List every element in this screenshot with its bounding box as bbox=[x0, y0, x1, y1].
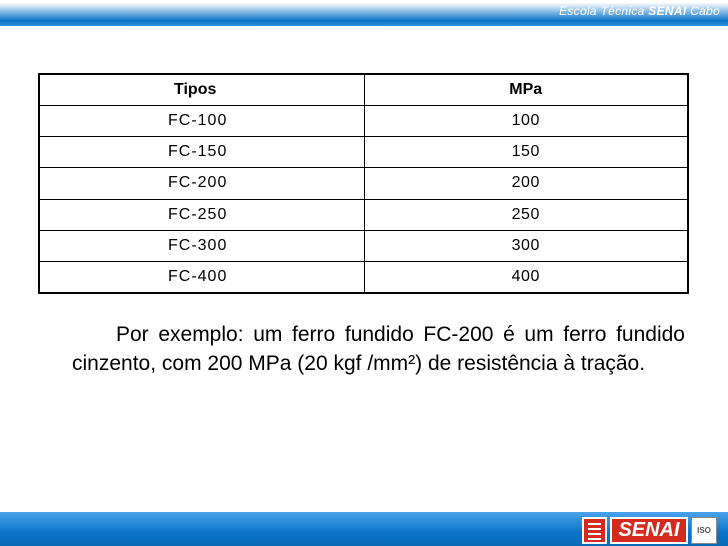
cell-mpa: 100 bbox=[364, 106, 687, 137]
cell-mpa: 400 bbox=[364, 261, 687, 292]
iso-badge-icon: ISO bbox=[691, 517, 717, 544]
cell-tipo: FC-150 bbox=[40, 137, 364, 168]
school-prefix: Escola Técnica bbox=[559, 4, 645, 18]
cell-tipo: FC-250 bbox=[40, 199, 364, 230]
table-row bbox=[40, 199, 687, 230]
column-header-mpa: MPa bbox=[509, 81, 543, 99]
table-header-row bbox=[40, 75, 687, 106]
cell-mpa: 300 bbox=[364, 230, 687, 261]
table-row bbox=[40, 137, 687, 168]
table-row bbox=[40, 168, 687, 199]
cell-tipo: FC-200 bbox=[40, 168, 364, 199]
cell-mpa: 200 bbox=[364, 168, 687, 199]
cell-tipo: FC-300 bbox=[40, 230, 364, 261]
senai-wordmark: SENAI bbox=[610, 517, 688, 544]
column-header-tipos: Tipos bbox=[40, 75, 364, 106]
cell-tipo: FC-400 bbox=[40, 261, 364, 292]
example-paragraph: Por exemplo: um ferro fundido FC-200 é um ferro fundido cinzento, com 200 MPa (20 kgf /mm²) de resistência à tração. bbox=[72, 323, 685, 375]
school-location: Cabo bbox=[690, 4, 720, 18]
cell-tipo: FC-100 bbox=[40, 106, 364, 137]
table-row bbox=[40, 230, 687, 261]
table-row bbox=[40, 261, 687, 292]
header-bar bbox=[0, 0, 728, 26]
senai-logo bbox=[582, 517, 722, 544]
senai-emblem-icon bbox=[582, 517, 607, 544]
cell-mpa: 250 bbox=[364, 199, 687, 230]
table-row bbox=[40, 106, 687, 137]
school-brand: SENAI bbox=[648, 4, 687, 18]
grades-table bbox=[38, 73, 689, 294]
school-header bbox=[559, 4, 720, 18]
cell-mpa: 150 bbox=[364, 137, 687, 168]
